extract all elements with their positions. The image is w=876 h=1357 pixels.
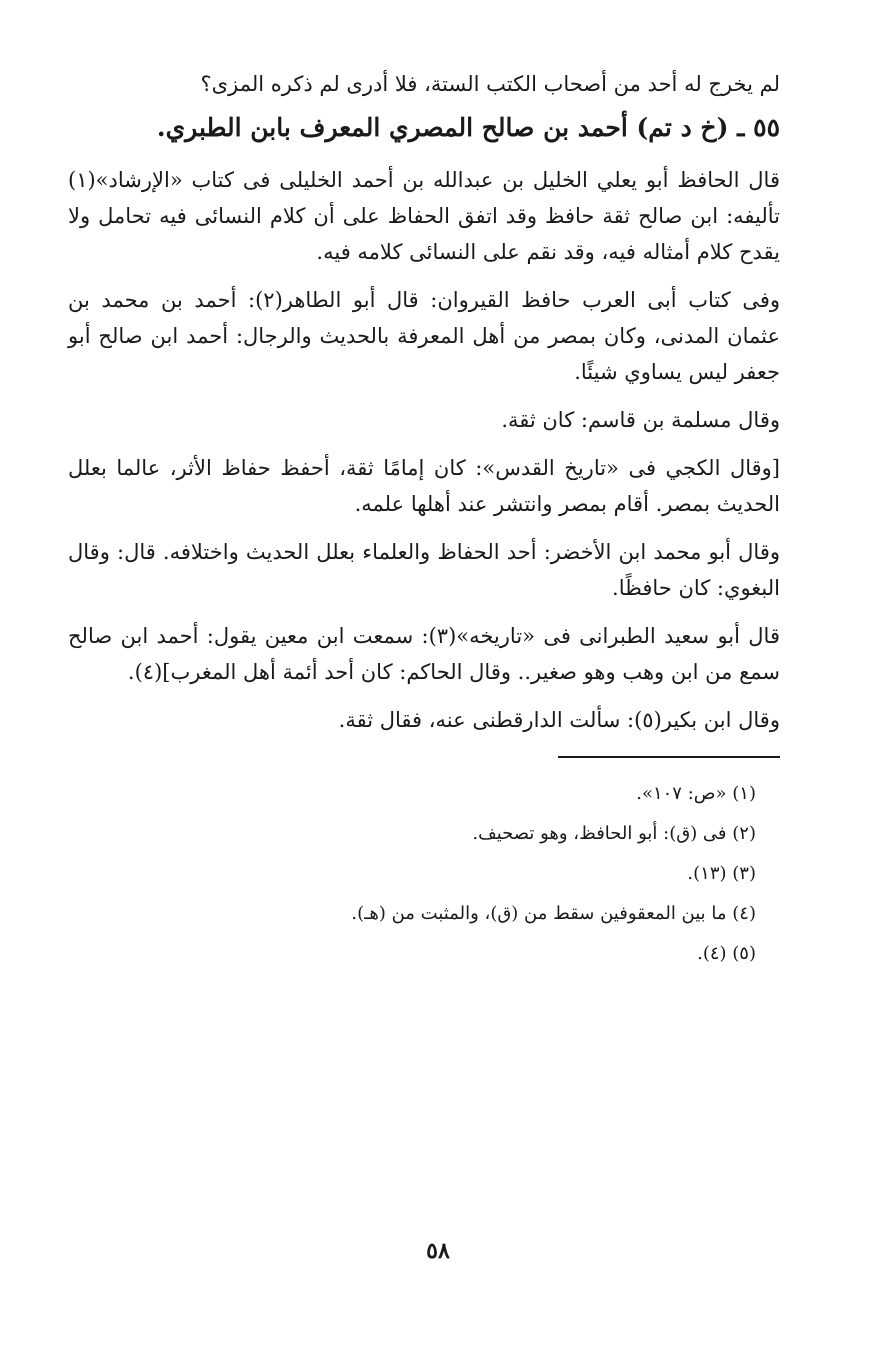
footnote-4: (٤) ما بين المعقوفين سقط من (ق)، والمثبت من (هـ). — [351, 903, 756, 924]
opening-line: لم يخرج له أحد من أصحاب الكتب الستة، فلا أدرى لم ذكره المزى؟ — [200, 72, 780, 96]
entry-heading: ٥٥ ـ (خ د تم) أحمد بن صالح المصري المعرف بابن الطبري. — [156, 113, 780, 142]
paragraph-tabarani: قال أبو سعيد الطبرانى فى «تاريخه»(٣): سمعت ابن معين يقول: أحمد ابن صالح سمع من ابن وهب وهو صغير.. وقال الحاكم: كان أحد أئمة أهل المغرب](٤). — [68, 624, 780, 684]
footnote-5: (٥) (٤). — [697, 943, 756, 964]
paragraph-maslama: وقال مسلمة بن قاسم: كان ثقة. — [501, 408, 780, 432]
paragraph-kajji: [وقال الكجي فى «تاريخ القدس»: كان إمامًا ثقة، أحفظ حفاظ الأثر، عالما بعلل الحديث بمصر. أقام بمصر وانتشر عند أهلها علمه. — [68, 456, 780, 516]
paragraph-abu-al-arab: وفى كتاب أبى العرب حافظ القيروان: قال أبو الطاهر(٢): أحمد بن محمد بن عثمان المدنى، وكان بمصر من أهل المعرفة بالحديث والرجال: أحمد ابن صالح أبو جعفر ليس يساوي شيئًا. — [68, 288, 780, 384]
footnote-separator — [558, 756, 780, 758]
footnote-1: (١) «ص: ١٠٧». — [636, 783, 756, 804]
footnote-2: (٢) فى (ق): أبو الحافظ، وهو تصحيف. — [472, 823, 756, 844]
paragraph-irshad: قال الحافظ أبو يعلي الخليل بن عبدالله بن أحمد الخليلى فى كتاب «الإرشاد»(١) تأليفه: ابن صالح ثقة حافظ وقد اتفق الحفاظ على أن كلام النسائى فيه تحامل ولا يقدح كلام أمثاله فيه، وقد نقم على النسائى كلامه فيه. — [68, 168, 780, 264]
paragraph-ibn-al-akhdar: وقال أبو محمد ابن الأخضر: أحد الحفاظ والعلماء بعلل الحديث واختلافه. قال: وقال البغوي: كان حافظًا. — [68, 540, 780, 600]
document-page — [68, 66, 780, 974]
footnote-3: (٣) (١٣). — [687, 863, 756, 884]
page-number: ٥٨ — [426, 1238, 450, 1264]
footnotes — [68, 774, 780, 974]
paragraph-ibn-bukayr: وقال ابن بكير(٥): سألت الدارقطنى عنه، فقال ثقة. — [338, 708, 780, 732]
